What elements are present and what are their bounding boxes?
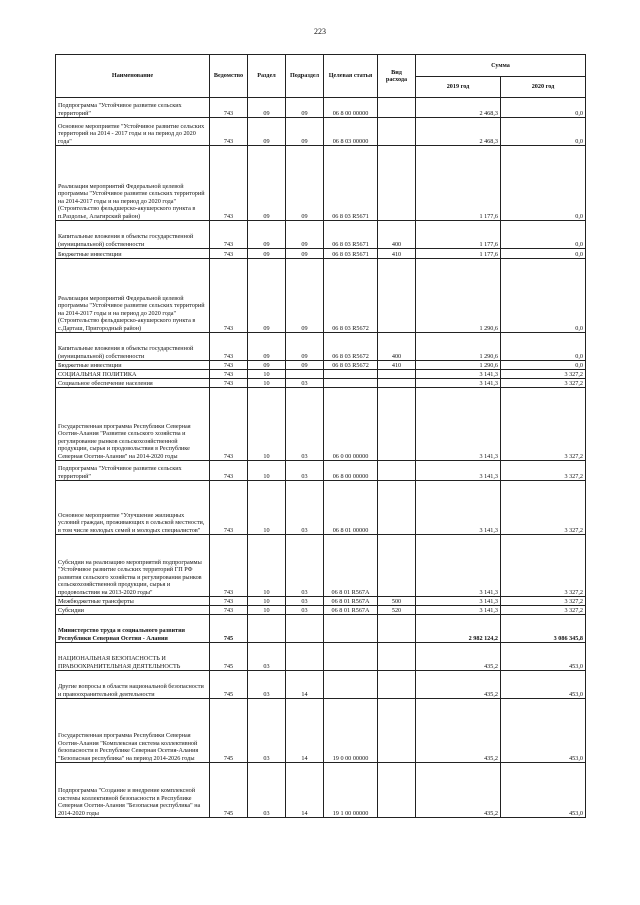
cell-section: 03: [248, 671, 286, 699]
cell-name: Министерство труда и социального развития Республики Северная Осетия - Алания: [56, 615, 210, 643]
cell-department: 743: [210, 461, 248, 481]
cell-section: 03: [248, 699, 286, 763]
cell-expense-type: [378, 370, 416, 379]
table-row: [56, 388, 586, 461]
cell-expense-type: 400: [378, 333, 416, 361]
cell-name: Основное мероприятие "Устойчивое развитие сельских территорий на 2014 - 2017 годы и на период до 2020 года": [56, 118, 210, 146]
cell-2019: 1 177,6: [416, 221, 501, 249]
cell-subsection: 09: [286, 221, 324, 249]
cell-department: 743: [210, 333, 248, 361]
cell-subsection: 14: [286, 699, 324, 763]
cell-name: Субсидии: [56, 606, 210, 615]
cell-target: 06 8 03 R5671: [324, 249, 378, 259]
cell-subsection: 09: [286, 146, 324, 221]
cell-expense-type: [378, 615, 416, 643]
table-row: [56, 259, 586, 333]
cell-2020: 453,0: [501, 699, 586, 763]
cell-target: 06 8 00 00000: [324, 461, 378, 481]
cell-2019: 435,2: [416, 699, 501, 763]
cell-target: 19 0 00 00000: [324, 699, 378, 763]
cell-2019: 435,2: [416, 643, 501, 671]
cell-2020: 3 327,2: [501, 388, 586, 461]
cell-subsection: 03: [286, 606, 324, 615]
cell-name: Бюджетные инвестиции: [56, 361, 210, 370]
cell-subsection: 03: [286, 481, 324, 535]
table-row: [56, 461, 586, 481]
cell-2019: 2 982 124,2: [416, 615, 501, 643]
cell-subsection: [286, 615, 324, 643]
cell-2020: 0,0: [501, 118, 586, 146]
cell-name: Подпрограмма "Устойчивое развитие сельских территорий": [56, 461, 210, 481]
cell-name: Социальное обеспечение населения: [56, 379, 210, 388]
cell-expense-type: [378, 388, 416, 461]
cell-expense-type: [378, 481, 416, 535]
cell-2019: 1 177,6: [416, 249, 501, 259]
cell-expense-type: [378, 259, 416, 333]
cell-expense-type: 410: [378, 361, 416, 370]
header-sum: Сумма: [416, 55, 586, 77]
cell-2020: 3 327,2: [501, 606, 586, 615]
cell-subsection: [286, 643, 324, 671]
cell-target: 06 8 01 R567A: [324, 606, 378, 615]
cell-2020: 3 327,2: [501, 370, 586, 379]
cell-expense-type: [378, 671, 416, 699]
header-target: Целевая статья: [324, 55, 378, 98]
cell-subsection: 09: [286, 118, 324, 146]
table-row: [56, 763, 586, 818]
cell-department: 743: [210, 361, 248, 370]
cell-section: 09: [248, 221, 286, 249]
cell-subsection: [286, 370, 324, 379]
cell-target: 06 8 03 R5672: [324, 259, 378, 333]
cell-name: Межбюджетные трансферты: [56, 597, 210, 606]
header-department: Ведомство: [210, 55, 248, 98]
cell-2020: 0,0: [501, 98, 586, 118]
cell-expense-type: [378, 461, 416, 481]
cell-department: 745: [210, 643, 248, 671]
cell-2019: 1 177,6: [416, 146, 501, 221]
cell-subsection: 03: [286, 461, 324, 481]
cell-2020: 0,0: [501, 361, 586, 370]
cell-subsection: 09: [286, 333, 324, 361]
cell-section: 09: [248, 333, 286, 361]
cell-section: 10: [248, 461, 286, 481]
cell-2020: 0,0: [501, 221, 586, 249]
cell-name: Реализация мероприятий Федеральной целевой программы "Устойчивое развитие сельских территорий на 2014-2017 годы и на период до 2020 года" (Строительство фельдшерско-акушерского пункта в с.Дарташ, Пригородный район): [56, 259, 210, 333]
table-row: [56, 98, 586, 118]
cell-target: [324, 379, 378, 388]
cell-2020: 3 327,2: [501, 461, 586, 481]
cell-section: 10: [248, 370, 286, 379]
cell-subsection: 09: [286, 98, 324, 118]
header-section: Раздел: [248, 55, 286, 98]
table-row: [56, 597, 586, 606]
table-row: [56, 118, 586, 146]
cell-subsection: 03: [286, 388, 324, 461]
cell-target: 06 0 00 00000: [324, 388, 378, 461]
cell-2019: 1 290,6: [416, 259, 501, 333]
cell-subsection: 14: [286, 763, 324, 818]
cell-2019: 1 290,6: [416, 333, 501, 361]
cell-department: 743: [210, 221, 248, 249]
cell-target: [324, 370, 378, 379]
table-row: [56, 370, 586, 379]
table-row: [56, 221, 586, 249]
table-row: [56, 606, 586, 615]
cell-section: 09: [248, 118, 286, 146]
cell-department: 743: [210, 370, 248, 379]
cell-section: [248, 615, 286, 643]
page-number: 223: [314, 27, 326, 36]
cell-target: 06 8 03 R5671: [324, 221, 378, 249]
cell-subsection: 03: [286, 597, 324, 606]
cell-section: 09: [248, 98, 286, 118]
cell-2019: 3 141,3: [416, 388, 501, 461]
cell-2020: 3 086 345,8: [501, 615, 586, 643]
cell-section: 10: [248, 481, 286, 535]
table-row: [56, 146, 586, 221]
cell-section: 09: [248, 361, 286, 370]
cell-name: Субсидии на реализацию мероприятий подпрограммы "Устойчивое развитие сельских территорий ГП РФ развития сельского хозяйства и регулирования рынков сельскохозяйственной продукции, сырья и продовольствия на 2013-2020 годы": [56, 535, 210, 597]
cell-subsection: 09: [286, 249, 324, 259]
cell-target: 06 8 03 00000: [324, 118, 378, 146]
cell-2020: 3 327,2: [501, 481, 586, 535]
cell-department: 743: [210, 535, 248, 597]
cell-target: 06 8 03 R5672: [324, 361, 378, 370]
cell-section: 09: [248, 259, 286, 333]
cell-name: Основное мероприятие "Улучшение жилищных условий граждан, проживающих в сельской местности, в том числе молодых семей и молодых специалистов": [56, 481, 210, 535]
cell-2020: 0,0: [501, 333, 586, 361]
header-subsection: Подраздел: [286, 55, 324, 98]
cell-subsection: 09: [286, 361, 324, 370]
cell-2019: 2 468,3: [416, 118, 501, 146]
table-row: [56, 535, 586, 597]
cell-section: 10: [248, 535, 286, 597]
cell-subsection: 09: [286, 259, 324, 333]
table-row: [56, 615, 586, 643]
cell-2019: 3 141,3: [416, 370, 501, 379]
cell-expense-type: [378, 699, 416, 763]
cell-2019: 3 141,3: [416, 606, 501, 615]
cell-department: 745: [210, 763, 248, 818]
cell-2019: 435,2: [416, 671, 501, 699]
cell-target: [324, 671, 378, 699]
table-row: [56, 671, 586, 699]
cell-section: 03: [248, 763, 286, 818]
cell-2020: 453,0: [501, 643, 586, 671]
cell-target: 06 8 03 R5671: [324, 146, 378, 221]
cell-2020: 0,0: [501, 259, 586, 333]
table-row: [56, 361, 586, 370]
header-name: Наименование: [56, 55, 210, 98]
cell-department: 745: [210, 699, 248, 763]
cell-target: 06 8 03 R5672: [324, 333, 378, 361]
table-row: [56, 333, 586, 361]
cell-name: Капитальные вложения в объекты государственной (муниципальной) собственности: [56, 221, 210, 249]
cell-2019: 2 468,3: [416, 98, 501, 118]
cell-2019: 3 141,3: [416, 461, 501, 481]
cell-department: 743: [210, 379, 248, 388]
cell-department: 743: [210, 249, 248, 259]
cell-department: 743: [210, 146, 248, 221]
cell-section: 09: [248, 249, 286, 259]
cell-department: 743: [210, 388, 248, 461]
cell-section: 10: [248, 597, 286, 606]
budget-table: [55, 54, 586, 818]
cell-section: 03: [248, 643, 286, 671]
cell-target: 06 8 01 R567A: [324, 535, 378, 597]
cell-department: 743: [210, 259, 248, 333]
cell-2019: 3 141,3: [416, 535, 501, 597]
cell-name: Капитальные вложения в объекты государственной (муниципальной) собственности: [56, 333, 210, 361]
cell-name: Бюджетные инвестиции: [56, 249, 210, 259]
cell-2020: 3 327,2: [501, 597, 586, 606]
table-row: [56, 249, 586, 259]
cell-expense-type: [378, 118, 416, 146]
cell-target: 06 8 01 R567A: [324, 597, 378, 606]
cell-name: СОЦИАЛЬНАЯ ПОЛИТИКА: [56, 370, 210, 379]
cell-department: 745: [210, 615, 248, 643]
cell-department: 745: [210, 671, 248, 699]
cell-2020: 453,0: [501, 671, 586, 699]
table-row: [56, 481, 586, 535]
cell-section: 10: [248, 379, 286, 388]
cell-2019: 1 290,6: [416, 361, 501, 370]
cell-name: Подпрограмма "Создание и внедрение комплексной системы коллективной безопасности в Республике Северная Осетия-Алания "Безопасная республика" на 2014-2020 годы: [56, 763, 210, 818]
cell-target: [324, 615, 378, 643]
cell-2020: 3 327,2: [501, 535, 586, 597]
cell-department: 743: [210, 597, 248, 606]
cell-section: 09: [248, 146, 286, 221]
cell-2020: 0,0: [501, 146, 586, 221]
table-row: [56, 699, 586, 763]
cell-name: Государственная программа Республики Северная Осетия-Алания "Развитие сельского хозяйства и регулирование рынков сельскохозяйственной продукции, сырья и продовольствия в Республике Северная Осетия-Алания" на 2014-2020 годы: [56, 388, 210, 461]
cell-name: Государственная программа Республики Северная Осетия-Алания "Комплексная система коллективной безопасности в Республике Северная Осетия-Алания "Безопасная республика" на период 2014-2026 годы: [56, 699, 210, 763]
cell-target: 19 1 00 00000: [324, 763, 378, 818]
cell-expense-type: [378, 379, 416, 388]
cell-name: Другие вопросы в области национальной безопасности и правоохранительной деятельности: [56, 671, 210, 699]
table-row: [56, 643, 586, 671]
cell-target: 06 8 00 00000: [324, 98, 378, 118]
cell-name: Подпрограмма "Устойчивое развитие сельских территорий": [56, 98, 210, 118]
cell-2019: 3 141,3: [416, 379, 501, 388]
cell-name: НАЦИОНАЛЬНАЯ БЕЗОПАСНОСТЬ И ПРАВООХРАНИТЕЛЬНАЯ ДЕЯТЕЛЬНОСТЬ: [56, 643, 210, 671]
cell-department: 743: [210, 481, 248, 535]
cell-expense-type: 400: [378, 221, 416, 249]
cell-target: 06 8 01 00000: [324, 481, 378, 535]
header-2019: 2019 год: [416, 77, 501, 98]
cell-subsection: 03: [286, 535, 324, 597]
cell-expense-type: [378, 763, 416, 818]
cell-section: 10: [248, 388, 286, 461]
cell-2020: 3 327,2: [501, 379, 586, 388]
cell-section: 10: [248, 606, 286, 615]
cell-expense-type: 410: [378, 249, 416, 259]
cell-expense-type: [378, 146, 416, 221]
cell-name: Реализация мероприятий Федеральной целевой программы "Устойчивое развитие сельских территорий на 2014-2017 годы и на период до 2020 года" (Строительство фельдшерско-акушерского пункта в п.Раздолье, Алагирский район): [56, 146, 210, 221]
cell-2019: 435,2: [416, 763, 501, 818]
cell-subsection: 03: [286, 379, 324, 388]
cell-department: 743: [210, 98, 248, 118]
cell-expense-type: [378, 535, 416, 597]
cell-expense-type: 520: [378, 606, 416, 615]
table-body: [56, 98, 586, 818]
cell-2019: 3 141,3: [416, 481, 501, 535]
table-row: [56, 379, 586, 388]
cell-2019: 3 141,3: [416, 597, 501, 606]
cell-2020: 0,0: [501, 249, 586, 259]
header-expense-type: Вид расхода: [378, 55, 416, 98]
cell-expense-type: [378, 643, 416, 671]
cell-target: [324, 643, 378, 671]
cell-expense-type: [378, 98, 416, 118]
cell-subsection: 14: [286, 671, 324, 699]
cell-department: 743: [210, 118, 248, 146]
cell-2020: 453,0: [501, 763, 586, 818]
header-2020: 2020 год: [501, 77, 586, 98]
cell-expense-type: 500: [378, 597, 416, 606]
cell-department: 743: [210, 606, 248, 615]
